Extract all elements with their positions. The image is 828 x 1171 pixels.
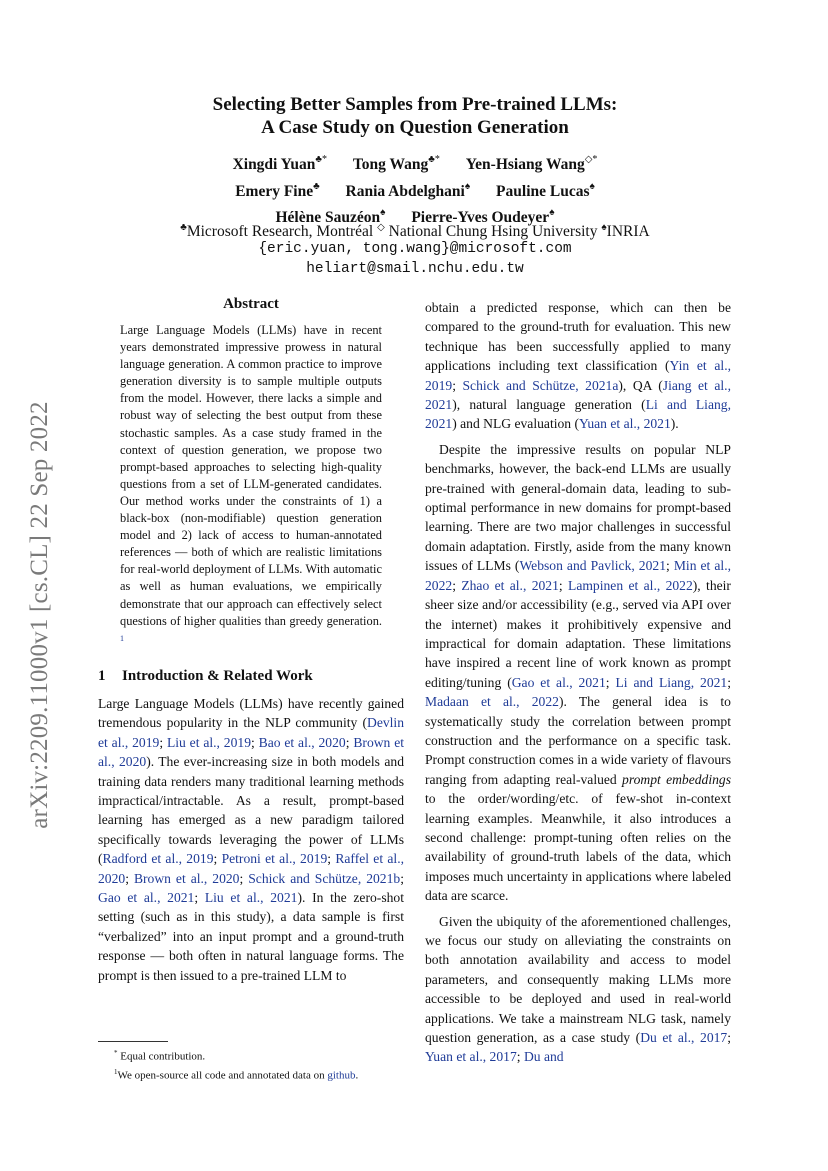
intro-paragraph: Given the ubiquity of the aforementioned challenges, we focus our study on alleviating the constraints on both annotation availability and access to model parameters, and consequently making LLMs more accessible to be deployed and used in real-world applications. We take a mainstream NLG task, namely question generation, as a case study (Du et al., 2017; Yuan et al., 2017; Du and: [425, 913, 731, 1065]
citation-link[interactable]: Radford et al., 2019: [102, 851, 214, 867]
footnote-rule: [98, 1041, 168, 1042]
intro-paragraph: obtain a predicted response, which can then be compared to the ground-truth for evaluation. This new technique has been successfully applied to many applications including text classification (Yin et al., 2019; Schick and Schütze, 2021a), QA (Jiang et al., 2021), natural language generation (Li and Liang, 2021) and NLG evaluation (Yuan et al., 2021).: [425, 300, 731, 432]
intro-paragraph: Large Language Models (LLMs) have recently gained tremendous popularity in the NLP community (Devlin et al., 2019; Liu et al., 2019; Bao et al., 2020; Brown et al., 2020). The ever-increasing size in both models and training data renders many traditional learning methods impractical/intractable. As a result, prompt-based learning has emerged as a new paradigm tailored specifically towards leveraging the power of LLMs (Radford et al., 2019; Petroni et al., 2019; Raffel et al., 2020; Brown et al., 2020; Schick and Schütze, 2021b; Gao et al., 2021; Liu et al., 2021). In the zero-shot setting (such as in this study), a data sample is first “verbalized” into an input prompt and a ground-truth response — both often in natural language forms. The prompt is then issued to a pre-trained LLM to: [98, 695, 405, 983]
footnotes: [98, 1041, 404, 1083]
footnote: * Equal contribution.: [114, 1049, 206, 1063]
title-line-2: A Case Study on Question Generation: [261, 117, 569, 138]
author: Yen-Hsiang Wang◇*: [465, 154, 598, 174]
left-column: [98, 296, 404, 985]
citation-link[interactable]: Madaan et al., 2022: [425, 694, 559, 710]
author: Pierre-Yves Oudeyer♠: [411, 207, 555, 227]
citation-link[interactable]: Yuan et al., 2021: [579, 416, 671, 432]
citation-link[interactable]: Brown et al., 2020: [98, 734, 405, 770]
citation-link[interactable]: Min et al., 2022: [425, 558, 731, 593]
citation-link[interactable]: Petroni et al., 2019: [221, 851, 328, 867]
citation-link[interactable]: Webson and Pavlick, 2021: [519, 558, 666, 574]
author-emails: [100, 239, 730, 279]
citation-link[interactable]: Brown et al., 2020: [133, 870, 240, 886]
citation-link[interactable]: Yuan et al., 2017: [425, 1049, 517, 1065]
citation-link[interactable]: Schick and Schütze, 2021a: [462, 377, 619, 393]
citation-link[interactable]: Li and Liang, 2021: [425, 397, 731, 432]
citation-link[interactable]: Liu et al., 2021: [204, 889, 298, 905]
citation-link[interactable]: Li and Liang, 2021: [615, 674, 728, 690]
citation-link[interactable]: Liu et al., 2019: [166, 734, 251, 750]
citation-link[interactable]: Du et al., 2017: [640, 1030, 728, 1046]
citation-link[interactable]: Gao et al., 2021: [98, 889, 195, 905]
citation-link[interactable]: Gao et al., 2021: [511, 674, 606, 690]
citation-link[interactable]: Zhao et al., 2021: [461, 577, 559, 593]
arxiv-stamp: arXiv:2209.11000v1 [cs.CL] 22 Sep 2022: [26, 401, 53, 829]
author: Rania Abdelghani♠: [345, 180, 471, 200]
citation-link[interactable]: Yin et al., 2019: [425, 358, 731, 393]
author: Xingdi Yuan♣*: [232, 154, 327, 174]
intro-paragraph: Despite the impressive results on popular NLP benchmarks, however, the back-end LLMs are usually pre-trained with general-domain data, leading to sub-optimal performance in new domains for prompt-based learning. There are two major challenges in successful domain adaptation. Firstly, aside from the many known issues of LLMs (Webson and Pavlick, 2021; Min et al., 2022; Zhao et al., 2021; Lampinen et al., 2022), their sheer size and/or accessibility (e.g., served via API over the internet) makes it prohibitively expensive and impractical for domain adaptation. These limitations have inspired a recent line of work known as prompt editing/tuning (Gao et al., 2021; Li and Liang, 2021; Madaan et al., 2022). The general idea is to systematically study the correlation between prompt construction and the performance on a specific task. Prompt construction comes in a wide variety of flavours ranging from adapting real-valued prompt embeddings to the order/wording/etc. of few-shot in-context learning examples. Meanwhile, it also introduces a second challenge: prompt-tuning often relies on the availability of ground-truth labels of the data, which imposes much uncertainty in applications where labeled data are scarce.: [425, 441, 732, 904]
github-link[interactable]: github: [327, 1069, 356, 1082]
paper-title: [100, 93, 730, 139]
footnote-ref[interactable]: 1: [120, 633, 124, 643]
citation-link[interactable]: Bao et al., 2020: [258, 734, 346, 750]
emphasis: prompt embeddings: [622, 771, 732, 787]
citation-link[interactable]: Jiang et al., 2021: [425, 377, 731, 413]
author: Hélène Sauzéon♠: [275, 207, 386, 227]
author: Emery Fine♣: [235, 180, 320, 200]
abstract-text: Large Language Models (LLMs) have in recent years demonstrated impressive prowess in natural language generation. A common practice to improve generation diversity is to sample multiple outputs from the model. However, there lacks a simple and robust way of selecting the best output from these stochastic samples. As a case study framed in the context of question generation, we propose two prompt-based approaches to selecting high-quality questions from a set of LLM-generated candidates. Our method works under the constraints of 1) a black-box (non-modifiable) question generation model and 2) lack of access to human-annotated references — both of which are realistic limitations for real-world deployment of LLMs. With automatic as well as human evaluations, we empirically demonstrate that our approach can effectively select questions of higher qualities than greedy generation. $^1$: [120, 323, 382, 643]
affiliations: ♣Microsoft Research, Montréal ◇ National Chung Hsing University ♠INRIA: [180, 222, 650, 241]
title-line-1: Selecting Better Samples from Pre-trained LLMs:: [212, 94, 618, 115]
email-line: heliart@smail.nchu.edu.tw: [306, 261, 524, 277]
author: Tong Wang♣*: [352, 154, 440, 174]
citation-link[interactable]: Schick and Schütze, 2021b: [248, 870, 401, 886]
right-column: [425, 298, 731, 1067]
citation-link[interactable]: Devlin et al., 2019: [98, 715, 404, 750]
citation-link[interactable]: Lampinen et al., 2022: [568, 577, 693, 593]
citation-link[interactable]: Raffel et al., 2020: [98, 851, 404, 886]
email-line: {eric.yuan, tong.wang}@microsoft.com: [258, 241, 572, 257]
author: Pauline Lucas♠: [496, 180, 595, 200]
section-heading: 1 Introduction & Related Work: [98, 667, 313, 684]
citation-link[interactable]: Du and: [523, 1049, 564, 1065]
abstract-heading: Abstract: [223, 296, 279, 312]
footnote: $^1$We open-source all code and annotated data on github.: [114, 1067, 359, 1082]
